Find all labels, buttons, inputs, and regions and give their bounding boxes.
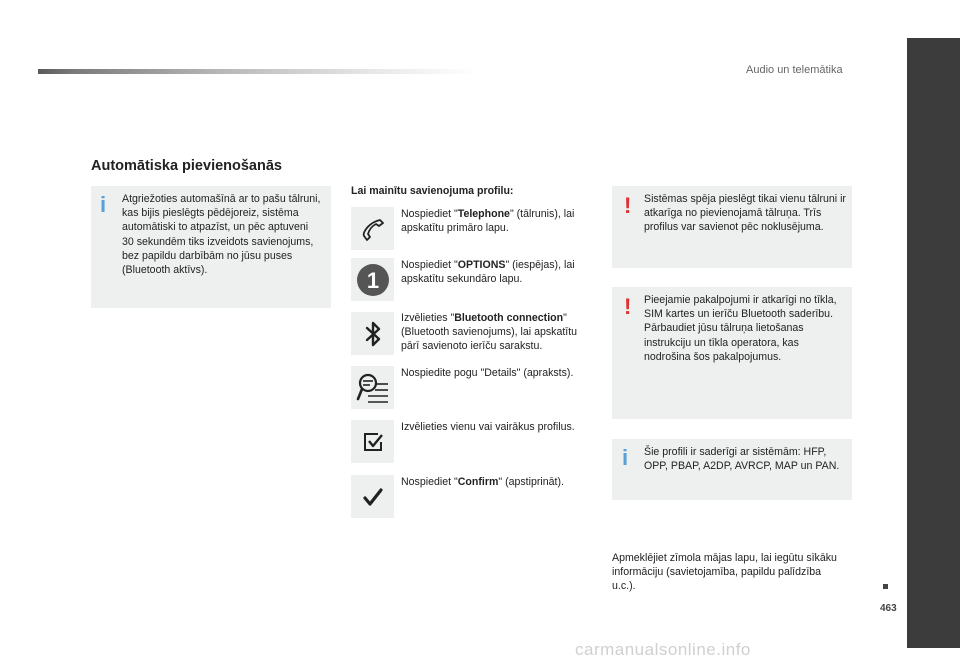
step-3-text: Izvēlieties "Bluetooth connection" (Bluetooth savienojums), lai apskatītu pārī savienoto ierīču sarakstu. — [401, 312, 578, 353]
step-5-text: Izvēlieties vienu vai vairākus profilus. — [401, 421, 575, 433]
watermark: carmanualsonline.info — [575, 640, 751, 659]
step-1-text: Nospiediet "Telephone" (tālrunis), lai apskatītu primāro lapu. — [401, 208, 575, 235]
side-tab — [907, 38, 960, 648]
step-4-text: Nospiedite pogu "Details" (apraksts). — [401, 367, 574, 379]
step-details — [351, 366, 394, 409]
number-one-icon — [356, 263, 390, 297]
section-title: Automātiska pievienošanās — [91, 158, 282, 174]
step-bluetooth — [351, 312, 394, 355]
page-marker — [883, 584, 888, 589]
info-box-right — [612, 439, 852, 500]
checkbox-icon — [362, 431, 384, 453]
info-icon: i — [622, 445, 629, 470]
svg-text:1: 1 — [366, 267, 379, 293]
info-icon: i — [100, 192, 107, 217]
warning-box-2-text: Pieejamie pakalpojumi ir atkarīgi no tīkla, SIM kartes un ierīču Bluetooth saderību. Pārbaudiet jūsu tālruņa lietošanas instrukciju un tīkla operatora, kas nodrošina šos pakalpojumus. — [644, 294, 837, 363]
details-search-icon — [356, 371, 390, 405]
checkmark-icon — [362, 486, 384, 508]
step-number-one — [351, 258, 394, 301]
warning-icon: ! — [624, 193, 632, 218]
info-box-left — [91, 186, 331, 308]
warning-icon: ! — [624, 294, 632, 319]
steps-heading: Lai mainītu savienojuma profilu: — [351, 185, 514, 197]
bluetooth-icon — [361, 319, 385, 349]
step-checkbox — [351, 420, 394, 463]
page-number: 463 — [880, 603, 897, 614]
info-box-left-text: Atgriežoties automašīnā ar to pašu tālruni, kas bijis pieslēgts pēdējoreiz, sistēma automātiski to atpazīst, un pēc aptuveni 30 sekundēm tiks izveidots savienojums, bez papildu darbībām no jūsu puses (Bluetooth aktīvs). — [122, 193, 321, 277]
info-box-right-text: Šie profili ir saderīgi ar sistēmām: HFP, OPP, PBAP, A2DP, AVRCP, MAP un PAN. — [644, 446, 840, 473]
warning-box-1-text: Sistēmas spēja pieslēgt tikai vienu tālruni ir atkarīga no pievienojamā tālruņa. Trīs profilus var savienot pēc noklusējuma. — [644, 193, 846, 234]
telephone-icon — [360, 216, 386, 242]
step-2-text: Nospiediet "OPTIONS" (iespējas), lai apskatītu sekundāro lapu. — [401, 259, 575, 286]
footer-text: Apmeklējiet zīmola mājas lapu, lai iegūtu sīkāku informāciju (savietojamība, papildu palīdzība u.c.). — [612, 552, 837, 593]
header-gradient-bar — [38, 69, 478, 74]
header-title: Audio un telemātika — [746, 64, 843, 76]
step-confirm — [351, 475, 394, 518]
step-telephone — [351, 207, 394, 250]
step-6-text: Nospiediet "Confirm" (apstiprināt). — [401, 476, 564, 488]
warning-box-2 — [612, 287, 852, 419]
warning-box-1 — [612, 186, 852, 268]
